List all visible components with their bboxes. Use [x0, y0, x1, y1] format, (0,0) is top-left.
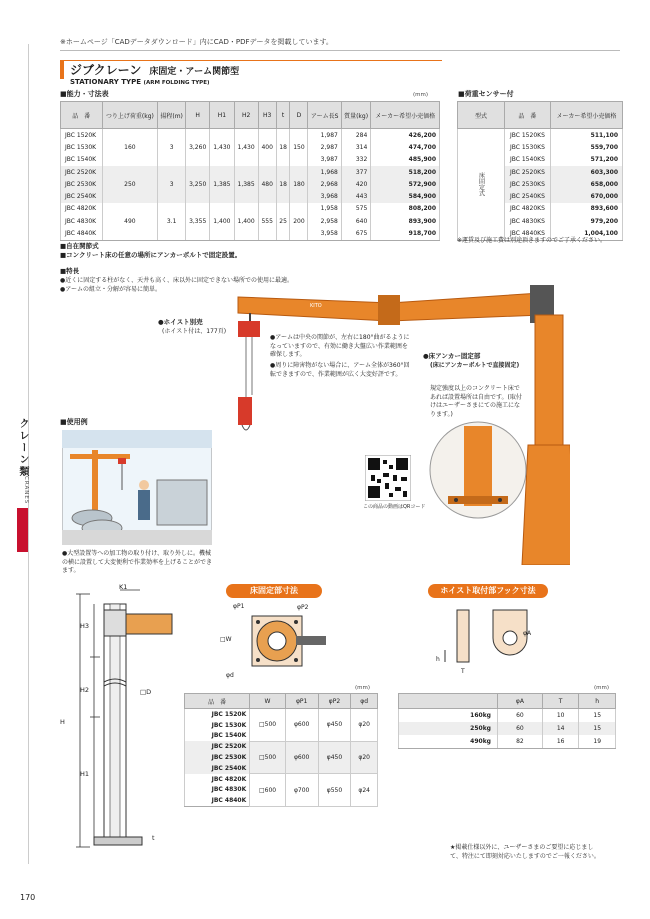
table-cell: 426,200	[371, 129, 440, 142]
anchor-text: 規定強度以上のコンクリート床であれば設置場所は自由です。(取付けはユーザーさまにての施工になります。)	[430, 385, 522, 418]
table-cell: JBC 2540KS	[505, 190, 551, 202]
anchor-title: ●床アンカー固定部	[423, 352, 481, 360]
sensor-table	[457, 101, 623, 241]
table-header-cell: メーカー希望小売価格	[371, 102, 440, 129]
table-cell: 1,004,100	[550, 227, 622, 240]
table-cell	[210, 203, 234, 215]
table-cell: 670,000	[550, 190, 622, 202]
table-cell: 284	[341, 129, 370, 142]
table-cell	[158, 203, 186, 215]
feature-bullet-2: ●アームの組立・分解が容易に簡単。	[60, 286, 162, 293]
page-number: 170	[20, 893, 36, 902]
table-header-cell: H1	[210, 102, 234, 129]
table-cell	[158, 227, 186, 240]
feature-anchor: ■コンクリート床の任意の場所にアンカーボルトで固定設置。	[60, 251, 242, 259]
spec-table	[60, 101, 440, 241]
sensor-heading: ■荷重センサー付	[458, 90, 514, 98]
table-cell	[210, 190, 234, 202]
table-row	[399, 709, 616, 723]
table-cell: 2,968	[308, 178, 341, 190]
page-title	[70, 61, 239, 78]
table-cell	[258, 203, 276, 215]
table-row	[61, 154, 440, 166]
table-row	[399, 735, 616, 749]
crane-dimension-drawing	[60, 582, 180, 862]
table-header-cell: H	[186, 102, 210, 129]
label-h-hook: h	[436, 656, 440, 663]
feature-joint: ■自在関節式	[60, 242, 99, 250]
table-cell: 377	[341, 166, 370, 178]
table-cell	[210, 129, 234, 142]
table-cell: JBC 1540K	[61, 154, 103, 166]
table-cell: 490kg	[399, 735, 498, 749]
sensor-note: ※運賃及び施工費は別途頂きますのでご了承ください。	[457, 237, 607, 244]
table-cell	[290, 166, 308, 178]
table-cell: 16	[542, 735, 579, 749]
label-h2: H2	[80, 686, 90, 694]
anchor-detail-circle	[428, 420, 528, 520]
table-cell	[258, 129, 276, 142]
table-cell	[290, 203, 308, 215]
table-cell: JBC 1520KS	[505, 129, 551, 142]
table-cell: 200	[290, 215, 308, 227]
feature-heading: ■特長	[60, 267, 80, 275]
table-cell: 15	[579, 722, 616, 735]
table-cell	[102, 190, 158, 202]
table-cell	[276, 129, 290, 142]
table-row	[185, 774, 378, 785]
table-cell	[258, 166, 276, 178]
label-p2: φP2	[297, 604, 309, 611]
table-cell: JBC 2530K	[61, 178, 103, 190]
table-cell: JBC 4840K	[61, 227, 103, 240]
table-cell	[290, 154, 308, 166]
table-cell: φ550	[318, 774, 351, 807]
title-en: STATIONARY TYPE (ARM FOLDING TYPE)	[70, 78, 210, 86]
table-cell	[210, 166, 234, 178]
table-cell: 1,400	[234, 215, 258, 227]
table-cell: JBC 4830K	[185, 785, 250, 796]
table-cell: JBC 1520K	[185, 709, 250, 720]
table-cell	[158, 129, 186, 142]
table-header-cell: H2	[234, 102, 258, 129]
side-category-en: CRANES	[23, 476, 29, 505]
title-sub: 床固定・アーム関節型	[149, 67, 240, 77]
table-header-cell: 品 番	[505, 102, 551, 129]
table-cell: 1,958	[308, 203, 341, 215]
usage-heading: ■使用例	[60, 418, 88, 426]
table-cell: 2,958	[308, 215, 341, 227]
table-cell: 640	[341, 215, 370, 227]
table-cell	[186, 203, 210, 215]
label-w: □W	[220, 636, 232, 643]
table-cell: JBC 4820K	[61, 203, 103, 215]
table-header-cell: 型式	[458, 102, 505, 129]
table-header-cell: W	[250, 694, 286, 709]
table-header-cell: φd	[351, 694, 378, 709]
hoist-label: ●ホイスト別売	[158, 318, 203, 326]
table-cell: 420	[341, 178, 370, 190]
table-cell: 3,260	[186, 141, 210, 153]
table-cell	[186, 154, 210, 166]
table-cell: □600	[250, 774, 286, 807]
table-cell: 1,430	[234, 141, 258, 153]
table-cell: 3	[158, 178, 186, 190]
table-cell: 1,968	[308, 166, 341, 178]
table-cell: 15	[579, 709, 616, 723]
table-cell: 150	[290, 141, 308, 153]
table-cell	[234, 227, 258, 240]
table-cell: 3,987	[308, 154, 341, 166]
table-cell	[276, 154, 290, 166]
table-cell: 808,200	[371, 203, 440, 215]
table-cell: 3.1	[158, 215, 186, 227]
qr-code[interactable]	[365, 455, 411, 501]
type-cell: 床固定式	[458, 129, 505, 241]
hoist-sublabel: (ホイスト付は、177頁)	[162, 328, 227, 335]
table-header-cell: T	[542, 694, 579, 709]
table-cell: □500	[250, 741, 286, 773]
table-cell	[186, 129, 210, 142]
table-cell: 400	[258, 141, 276, 153]
table-cell	[210, 227, 234, 240]
table-cell	[276, 203, 290, 215]
label-d-floor: φd	[226, 672, 234, 679]
table-cell: φ600	[285, 741, 318, 773]
table-cell: JBC 4840KS	[505, 227, 551, 240]
table-cell: 180	[290, 178, 308, 190]
table-cell: 14	[542, 722, 579, 735]
table-cell	[290, 227, 308, 240]
table-cell: 575	[341, 203, 370, 215]
table-cell: JBC 2520K	[61, 166, 103, 178]
table-cell	[210, 154, 234, 166]
table-cell: 60	[497, 709, 542, 723]
label-a: φA	[523, 630, 532, 637]
table-header-cell: 品 番	[61, 102, 103, 129]
hook-pill: ホイスト取付部フック寸法	[428, 584, 548, 598]
table-cell: 25	[276, 215, 290, 227]
table-row	[61, 227, 440, 240]
table-cell: φ700	[285, 774, 318, 807]
table-cell: JBC 4830KS	[505, 215, 551, 227]
qr-caption: この商品の動画はQRコード	[363, 504, 426, 510]
table-cell	[234, 129, 258, 142]
spec-heading: ■能力・寸法表	[60, 90, 109, 98]
floor-fix-table	[184, 693, 378, 807]
table-cell: 559,700	[550, 141, 622, 153]
table-header-cell: φP1	[285, 694, 318, 709]
table-cell: JBC 4840K	[185, 795, 250, 806]
top-note: ※ホームページ「CADデータダウンロード」内にCAD・PDFデータを掲載しています。	[60, 38, 333, 46]
table-header-cell: t	[276, 102, 290, 129]
table-row	[61, 203, 440, 215]
photo-bullet-1: ●アームは中央の関節が、左右に180°曲がるようになっていますので、有効に働き大盤広い作業範囲を確保します。	[270, 334, 410, 358]
table-cell: JBC 4830K	[61, 215, 103, 227]
table-cell	[102, 203, 158, 215]
table-cell: 1,385	[210, 178, 234, 190]
table-cell: 893,600	[550, 203, 622, 215]
table-header-cell: φP2	[318, 694, 351, 709]
table-cell	[158, 166, 186, 178]
table-header-cell: 揚程(m)	[158, 102, 186, 129]
table-cell	[258, 190, 276, 202]
table-row	[61, 190, 440, 202]
table-row	[61, 141, 440, 153]
table-cell	[234, 166, 258, 178]
anchor-sub: (床にアンカーボルトで直接固定)	[430, 362, 520, 369]
table-row	[185, 741, 378, 752]
table-cell	[102, 154, 158, 166]
table-cell: JBC 2540K	[61, 190, 103, 202]
table-header-cell: h	[579, 694, 616, 709]
table-cell: 3,250	[186, 178, 210, 190]
table-header-cell: アーム長S	[308, 102, 341, 129]
table-cell: 918,700	[371, 227, 440, 240]
table-cell: 518,200	[371, 166, 440, 178]
footnote: ★掲載仕様以外に、ユーザーさまのご要望に応じまして、特注にて即刻対応いたしますのでご一報ください。	[450, 844, 600, 860]
table-cell	[158, 154, 186, 166]
table-header-cell: 品 番	[185, 694, 250, 709]
table-cell: 490	[102, 215, 158, 227]
table-cell: 82	[497, 735, 542, 749]
table-cell	[102, 129, 158, 142]
table-cell: JBC 1530K	[61, 141, 103, 153]
table-cell	[234, 190, 258, 202]
table-cell: JBC 2530K	[185, 752, 250, 763]
table-cell: 60	[497, 722, 542, 735]
table-cell: 10	[542, 709, 579, 723]
floor-fix-unit: (mm)	[355, 685, 371, 691]
table-cell: JBC 2520KS	[505, 166, 551, 178]
table-cell: 314	[341, 141, 370, 153]
table-cell: 893,900	[371, 215, 440, 227]
table-cell: φ450	[318, 741, 351, 773]
table-header-cell: H3	[258, 102, 276, 129]
table-row	[61, 215, 440, 227]
table-header-cell	[399, 694, 498, 709]
feature-bullet-1: ●近くに固定する柱がなく、天井も高く、床以外に固定できない場所での使用に最適。	[60, 277, 293, 284]
table-cell: JBC 2520K	[185, 741, 250, 752]
table-cell: 675	[341, 227, 370, 240]
label-h1: H1	[80, 770, 90, 778]
label-h3: H3	[80, 622, 90, 630]
table-cell: 485,900	[371, 154, 440, 166]
table-cell: φ20	[351, 741, 378, 773]
table-cell	[234, 154, 258, 166]
label-t: t	[152, 834, 155, 842]
table-cell	[102, 227, 158, 240]
table-cell: 160kg	[399, 709, 498, 723]
table-header-cell: つり上げ荷重(kg)	[102, 102, 158, 129]
table-cell: 1,400	[210, 215, 234, 227]
spec-unit: (mm)	[413, 92, 429, 98]
table-cell: 443	[341, 190, 370, 202]
table-cell: φ450	[318, 709, 351, 742]
table-cell	[276, 227, 290, 240]
table-cell: 332	[341, 154, 370, 166]
table-cell	[234, 203, 258, 215]
table-cell	[186, 166, 210, 178]
table-cell: 1,430	[210, 141, 234, 153]
table-header-cell: φA	[497, 694, 542, 709]
table-cell: 3,968	[308, 190, 341, 202]
table-row	[185, 709, 378, 720]
table-row	[61, 178, 440, 190]
table-cell	[290, 190, 308, 202]
table-cell: JBC 1540K	[185, 731, 250, 742]
table-row	[399, 722, 616, 735]
table-cell: 572,900	[371, 178, 440, 190]
label-t-hook: T	[461, 668, 465, 675]
side-category: クレーン類	[17, 418, 28, 478]
table-cell: 1,987	[308, 129, 341, 142]
hook-unit: (mm)	[594, 685, 610, 691]
table-cell: 18	[276, 178, 290, 190]
table-cell: 250kg	[399, 722, 498, 735]
table-cell	[276, 166, 290, 178]
top-divider	[60, 50, 620, 51]
table-cell	[258, 227, 276, 240]
table-cell: 658,000	[550, 178, 622, 190]
table-cell: 584,900	[371, 190, 440, 202]
label-p1: φP1	[233, 603, 245, 610]
table-cell: 250	[102, 178, 158, 190]
table-cell: 511,100	[550, 129, 622, 142]
table-cell: φ24	[351, 774, 378, 807]
table-cell: JBC 1530KS	[505, 141, 551, 153]
table-cell	[276, 190, 290, 202]
table-cell: JBC 1520K	[61, 129, 103, 142]
category-tab	[17, 508, 28, 552]
table-cell: 555	[258, 215, 276, 227]
table-header-cell: D	[290, 102, 308, 129]
table-cell: 3,355	[186, 215, 210, 227]
table-cell: JBC 1530K	[185, 720, 250, 731]
table-header-cell: メーカー希望小売価格	[550, 102, 622, 129]
table-cell: □500	[250, 709, 286, 742]
table-cell	[290, 129, 308, 142]
label-h: H	[60, 718, 65, 726]
table-cell: 19	[579, 735, 616, 749]
table-cell: 2,987	[308, 141, 341, 153]
table-cell: 480	[258, 178, 276, 190]
title-main: ジブクレーン	[70, 63, 142, 77]
table-cell: 571,200	[550, 154, 622, 166]
table-cell: 160	[102, 141, 158, 153]
table-row	[458, 129, 623, 142]
table-cell: 474,700	[371, 141, 440, 153]
table-cell	[186, 190, 210, 202]
table-cell: 3,958	[308, 227, 341, 240]
label-k1: K1	[119, 583, 128, 591]
table-cell	[158, 190, 186, 202]
table-cell: JBC 4820KS	[505, 203, 551, 215]
table-cell	[102, 166, 158, 178]
table-row	[61, 166, 440, 178]
table-cell: 1,385	[234, 178, 258, 190]
table-header-cell: 質量(kg)	[341, 102, 370, 129]
hook-table	[398, 693, 616, 749]
label-d: □D	[140, 688, 152, 696]
table-cell: 979,200	[550, 215, 622, 227]
usage-illustration	[62, 430, 212, 545]
table-row	[61, 129, 440, 142]
hook-drawing	[435, 606, 545, 668]
floor-fix-drawing	[240, 608, 330, 674]
table-cell: JBC 1540KS	[505, 154, 551, 166]
usage-caption: ●大型設置等への加工物の取り付け、取り外しに。機械の横に設置して大変便利で作業効率を上げることができます。	[62, 550, 213, 574]
floor-fix-pill: 床固定部寸法	[226, 584, 322, 598]
photo-bullet-2: ●周りに障害物がない場合に、アーム全体が360°回転できますので、作業範囲が広く大変好評です。	[270, 362, 410, 378]
table-cell: 603,300	[550, 166, 622, 178]
svg-text:KITO: KITO	[310, 303, 322, 309]
table-cell	[186, 227, 210, 240]
table-cell	[258, 154, 276, 166]
table-cell: φ20	[351, 709, 378, 742]
table-cell: 18	[276, 141, 290, 153]
table-cell: 3	[158, 141, 186, 153]
table-cell: JBC 4820K	[185, 774, 250, 785]
table-cell: φ600	[285, 709, 318, 742]
table-cell: JBC 2540K	[185, 763, 250, 774]
table-cell: JBC 2530KS	[505, 178, 551, 190]
